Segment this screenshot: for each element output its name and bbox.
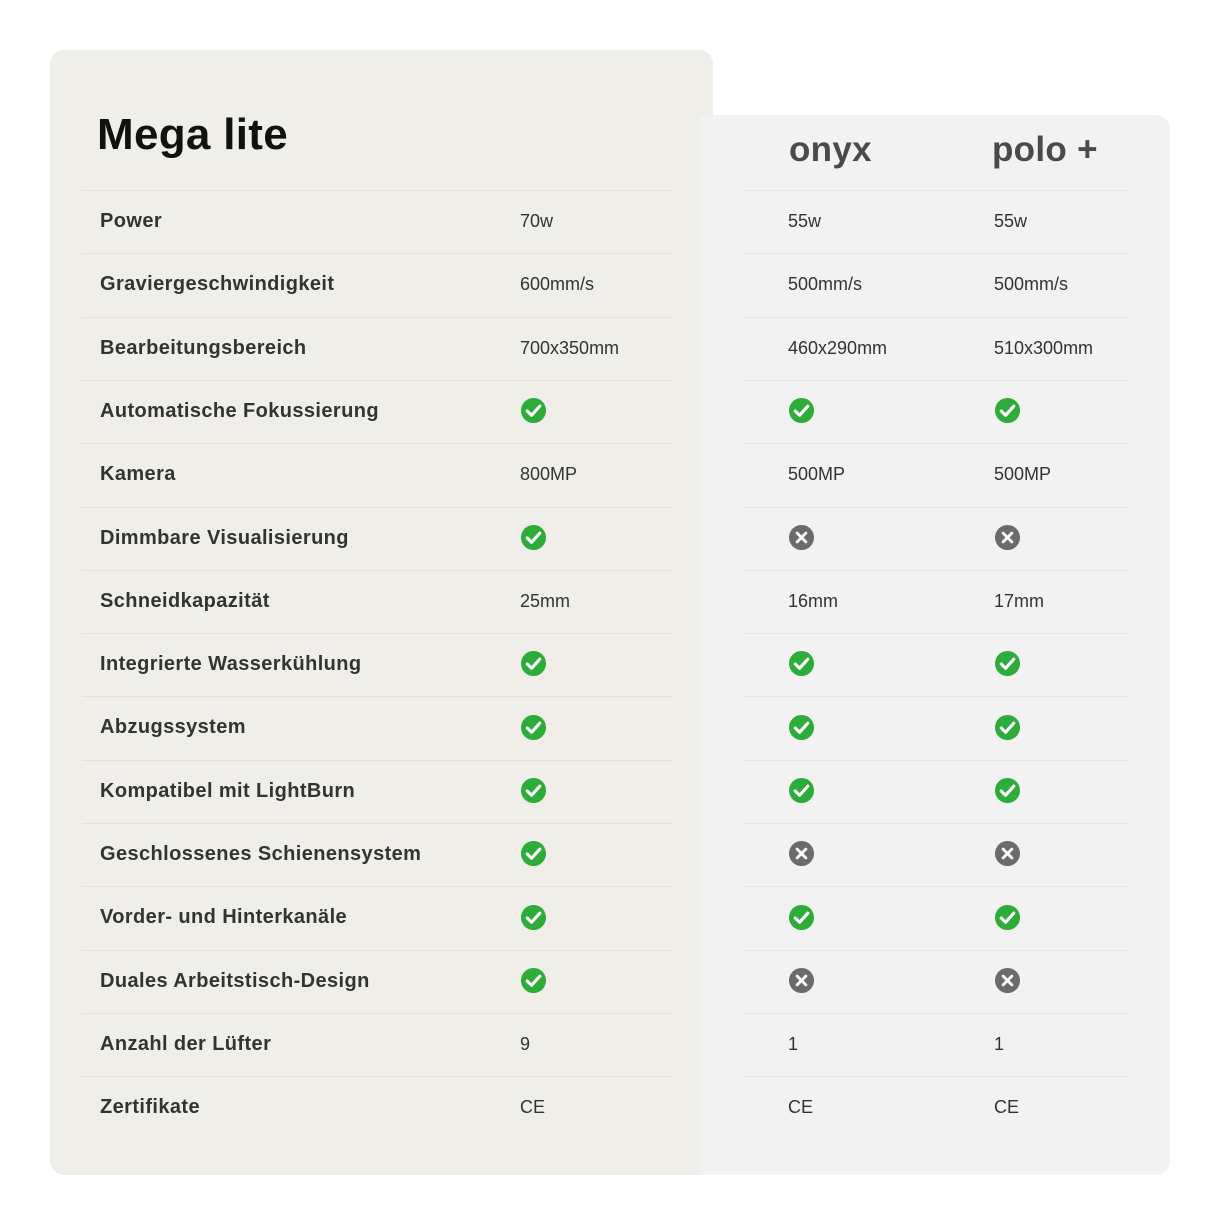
cell-polo-plus [994,507,1021,570]
cell-mega-lite [520,950,547,1013]
cell-mega-lite [520,760,547,823]
row-label: Integrierte Wasserkühlung [100,653,362,676]
cell-mega-lite [520,886,547,949]
cross-icon [994,967,1021,994]
cell-onyx [788,886,815,949]
table-row [0,633,1214,696]
check-icon [788,777,815,804]
check-icon [994,714,1021,741]
row-label: Kamera [100,463,176,486]
cell-onyx: 55w [788,211,822,231]
check-icon [994,904,1021,931]
cell-polo-plus [994,950,1021,1013]
cell-onyx: 16mm [788,590,839,611]
row-divider [744,1013,1128,1014]
check-icon [520,777,547,804]
check-icon [520,650,547,677]
column-title-polo-plus: polo + [992,130,1098,169]
cell-polo-plus [994,633,1021,696]
check-icon [788,397,815,424]
table-row [0,823,1214,886]
cell-polo-plus [994,696,1021,759]
cross-icon [994,524,1021,551]
table-row [0,317,1214,380]
check-icon [520,840,547,867]
row-label: Schneidkapazität [100,589,270,612]
check-icon [520,397,547,424]
check-icon [788,650,815,677]
row-label: Power [100,210,163,232]
cell-polo-plus [994,823,1021,886]
cell-mega-lite: 70w [520,211,554,231]
cell-onyx [788,380,815,443]
check-icon [520,714,547,741]
cell-mega-lite [520,380,547,443]
row-label: Geschlossenes Schienensystem [100,843,422,865]
cell-onyx [788,633,815,696]
cell-polo-plus: 500MP [994,464,1052,485]
cell-polo-plus [994,886,1021,949]
cell-polo-plus [994,760,1021,823]
column-title-onyx: onyx [789,130,872,169]
cell-mega-lite [520,696,547,759]
cell-mega-lite: 800MP [520,464,578,485]
cell-onyx: CE [788,1097,814,1118]
table-row [0,253,1214,316]
cell-polo-plus [994,380,1021,443]
table-row [0,380,1214,443]
cell-mega-lite: CE [520,1097,546,1118]
table-row [0,760,1214,823]
cross-icon [788,967,815,994]
check-icon [788,714,815,741]
table-row [0,190,1214,253]
cell-onyx: 500mm/s [788,274,863,295]
cell-onyx [788,507,815,570]
cross-icon [788,840,815,867]
cross-icon [994,840,1021,867]
check-icon [788,904,815,931]
row-label: Duales Arbeitstisch-Design [100,969,370,992]
cell-onyx [788,760,815,823]
cell-mega-lite: 700x350mm [520,337,620,358]
table-row [0,1013,1214,1076]
cell-onyx: 1 [788,1033,799,1054]
cell-onyx [788,823,815,886]
check-icon [994,650,1021,677]
cross-icon [788,524,815,551]
row-label: Kompatibel mit LightBurn [100,779,356,802]
check-icon [994,397,1021,424]
cell-onyx: 460x290mm [788,337,888,358]
table-row [0,570,1214,633]
cell-onyx: 500MP [788,464,846,485]
cell-polo-plus: 55w [994,211,1028,231]
table-row [0,886,1214,949]
cell-polo-plus: 17mm [994,590,1045,611]
row-label: Bearbeitungsbereich [100,336,307,359]
cell-onyx [788,696,815,759]
cell-mega-lite [520,633,547,696]
row-label: Abzugssystem [100,716,246,739]
table-row [0,950,1214,1013]
cell-polo-plus: 510x300mm [994,337,1094,358]
row-label: Zertifikate [100,1096,200,1119]
cell-polo-plus: CE [994,1097,1020,1118]
cell-mega-lite [520,823,547,886]
row-label: Anzahl der Lüfter [100,1032,272,1055]
check-icon [520,967,547,994]
cell-onyx [788,950,815,1013]
row-label: Graviergeschwindigkeit [100,273,335,296]
cell-polo-plus: 1 [994,1033,1005,1054]
table-row [0,1076,1214,1139]
row-divider [82,190,672,191]
cell-polo-plus: 500mm/s [994,274,1069,295]
table-row [0,696,1214,759]
product-title: Mega lite [97,110,288,159]
cell-mega-lite: 9 [520,1033,531,1054]
cell-mega-lite [520,507,547,570]
table-row [0,507,1214,570]
check-icon [994,777,1021,804]
row-label: Vorder- und Hinterkanäle [100,906,348,929]
table-row [0,443,1214,506]
cell-mega-lite: 25mm [520,590,571,611]
cell-mega-lite: 600mm/s [520,274,595,295]
row-label: Automatische Fokussierung [100,399,379,422]
check-icon [520,904,547,931]
row-label: Dimmbare Visualisierung [100,526,349,549]
check-icon [520,524,547,551]
